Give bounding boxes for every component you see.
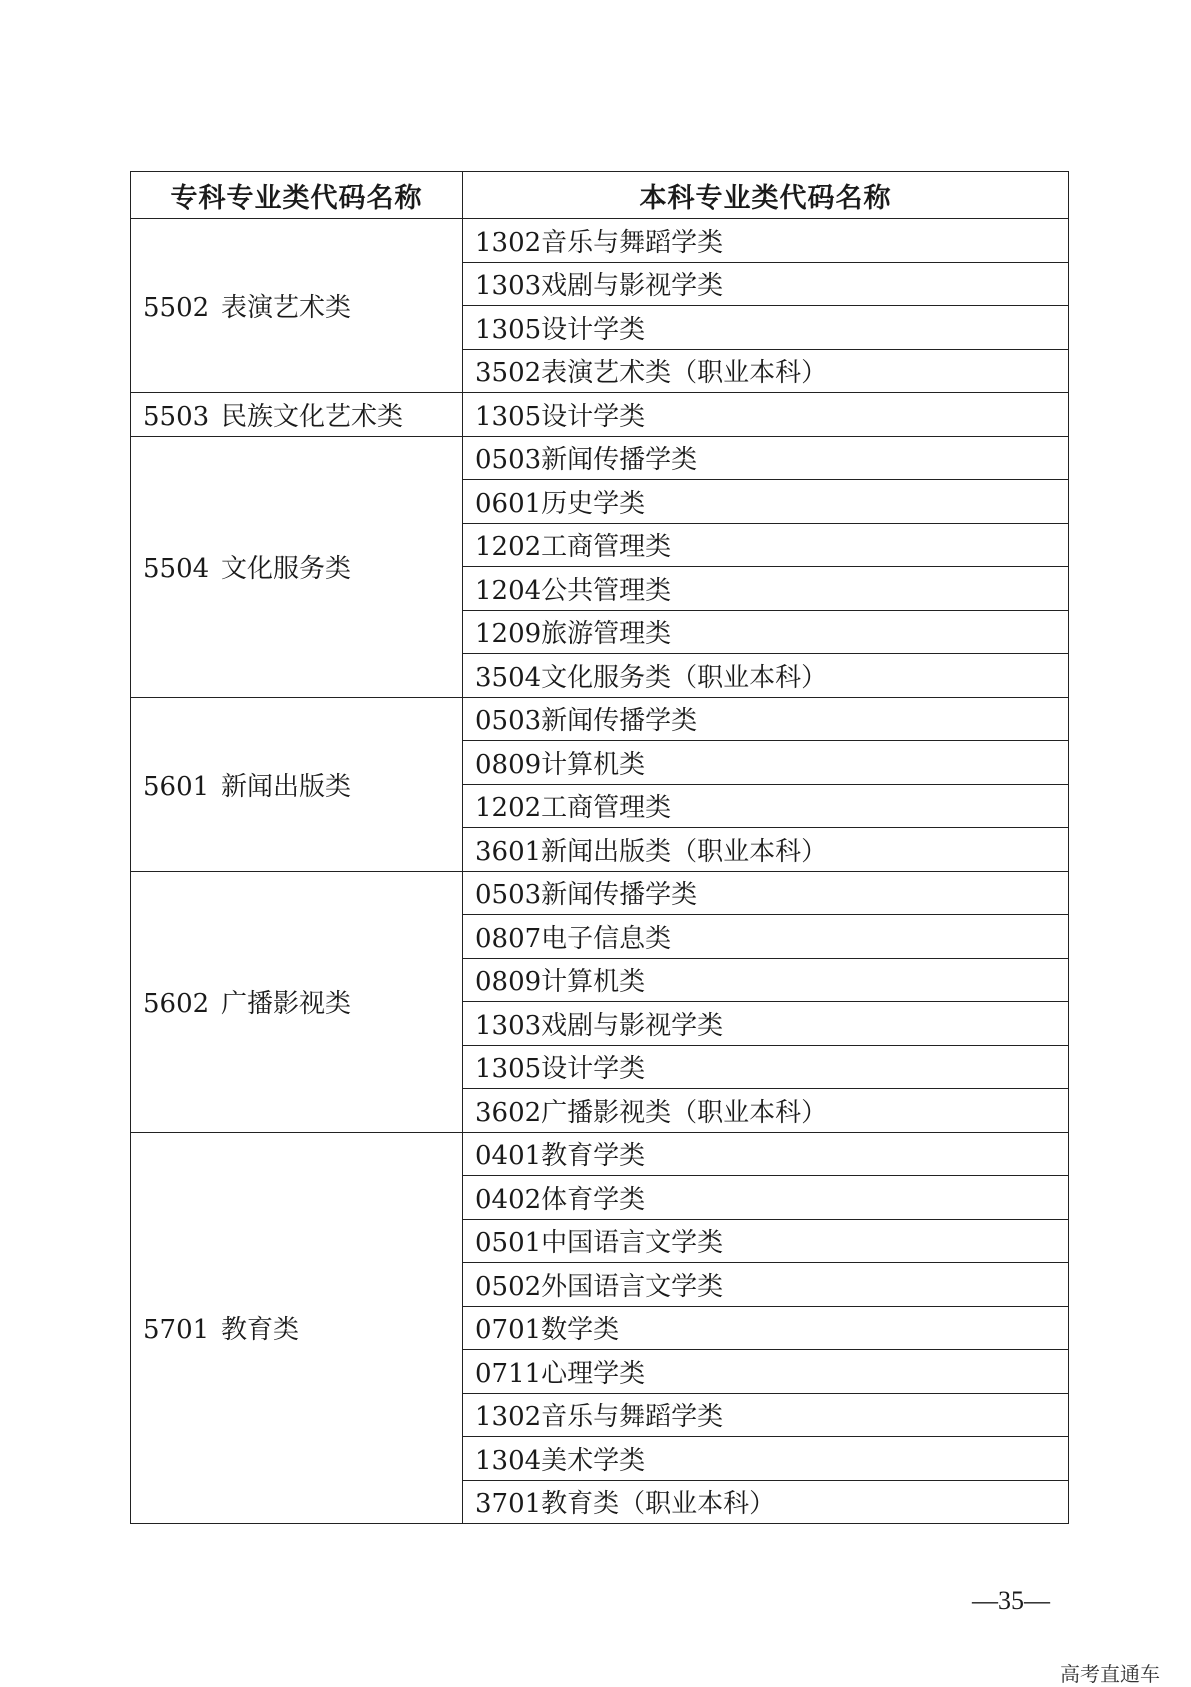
undergraduate-name: 设计学类 — [541, 314, 646, 345]
undergraduate-code: 1304 — [475, 1445, 542, 1476]
undergraduate-code: 0711 — [475, 1358, 542, 1389]
undergraduate-name: 计算机类 — [541, 967, 646, 998]
header-undergraduate: 本科专业类代码名称 — [463, 172, 1069, 219]
undergraduate-code: 3502 — [475, 358, 542, 389]
vocational-category-cell — [131, 393, 463, 437]
undergraduate-category-cell — [463, 784, 1069, 828]
table-row — [131, 436, 1069, 480]
undergraduate-category-cell — [463, 915, 1069, 959]
undergraduate-code: 0807 — [475, 923, 542, 954]
undergraduate-code: 3601 — [475, 836, 542, 867]
undergraduate-code: 1303 — [475, 271, 542, 302]
undergraduate-name: 表演艺术类（职业本科） — [541, 358, 828, 389]
undergraduate-name: 工商管理类 — [541, 532, 672, 563]
undergraduate-name: 心理学类 — [541, 1358, 646, 1389]
undergraduate-category-cell — [463, 1350, 1069, 1394]
undergraduate-code: 1305 — [475, 314, 542, 345]
undergraduate-name: 历史学类 — [541, 488, 646, 519]
undergraduate-code: 1202 — [475, 532, 542, 563]
vocational-name: 文化服务类 — [221, 554, 352, 584]
undergraduate-code: 1305 — [475, 1054, 542, 1085]
undergraduate-name: 新闻传播学类 — [541, 445, 698, 476]
undergraduate-code: 0401 — [475, 1141, 542, 1172]
undergraduate-code: 1209 — [475, 619, 542, 650]
undergraduate-category-cell — [463, 1480, 1069, 1524]
undergraduate-name: 广播影视类（职业本科） — [541, 1097, 828, 1128]
vocational-code: 5701 — [143, 1315, 210, 1346]
undergraduate-category-cell — [463, 393, 1069, 437]
undergraduate-category-cell — [463, 1437, 1069, 1481]
undergraduate-category-cell — [463, 828, 1069, 872]
undergraduate-code: 0601 — [475, 488, 542, 519]
table-row — [131, 1132, 1069, 1176]
undergraduate-code: 1204 — [475, 575, 542, 606]
undergraduate-code: 0502 — [475, 1271, 542, 1302]
undergraduate-code: 3701 — [475, 1489, 542, 1520]
undergraduate-name: 设计学类 — [541, 401, 646, 432]
undergraduate-category-cell — [463, 958, 1069, 1002]
undergraduate-category-cell — [463, 262, 1069, 306]
undergraduate-category-cell — [463, 1176, 1069, 1220]
table-row — [131, 219, 1069, 263]
undergraduate-code: 3504 — [475, 662, 542, 693]
table-row — [131, 393, 1069, 437]
header-vocational: 专科专业类代码名称 — [131, 172, 463, 219]
watermark: 高考直通车 — [1060, 1662, 1160, 1686]
undergraduate-code: 3602 — [475, 1097, 542, 1128]
undergraduate-name: 教育学类 — [541, 1141, 646, 1172]
undergraduate-category-cell — [463, 1045, 1069, 1089]
undergraduate-category-cell — [463, 219, 1069, 263]
undergraduate-category-cell — [463, 741, 1069, 785]
undergraduate-name: 数学类 — [541, 1315, 620, 1346]
undergraduate-name: 中国语言文学类 — [541, 1228, 724, 1259]
table-header-row — [131, 172, 1069, 219]
undergraduate-name: 设计学类 — [541, 1054, 646, 1085]
vocational-category-cell — [131, 871, 463, 1132]
undergraduate-category-cell — [463, 1002, 1069, 1046]
undergraduate-code: 0503 — [475, 445, 542, 476]
undergraduate-code: 0503 — [475, 880, 542, 911]
undergraduate-category-cell — [463, 523, 1069, 567]
undergraduate-code: 0501 — [475, 1228, 542, 1259]
undergraduate-name: 文化服务类（职业本科） — [541, 662, 828, 693]
undergraduate-code: 1303 — [475, 1010, 542, 1041]
vocational-name: 民族文化艺术类 — [221, 401, 404, 432]
vocational-code: 5504 — [143, 554, 210, 584]
undergraduate-name: 音乐与舞蹈学类 — [541, 227, 724, 258]
undergraduate-category-cell — [463, 1306, 1069, 1350]
undergraduate-category-cell — [463, 1089, 1069, 1133]
undergraduate-category-cell — [463, 871, 1069, 915]
undergraduate-category-cell — [463, 480, 1069, 524]
undergraduate-name: 音乐与舞蹈学类 — [541, 1402, 724, 1433]
undergraduate-category-cell — [463, 567, 1069, 611]
undergraduate-name: 戏剧与影视学类 — [541, 1010, 724, 1041]
undergraduate-code: 0809 — [475, 967, 542, 998]
vocational-code: 5503 — [143, 401, 210, 432]
undergraduate-name: 新闻出版类（职业本科） — [541, 836, 828, 867]
undergraduate-name: 新闻传播学类 — [541, 880, 698, 911]
undergraduate-name: 新闻传播学类 — [541, 706, 698, 737]
vocational-category-cell — [131, 219, 463, 393]
undergraduate-name: 公共管理类 — [541, 575, 672, 606]
undergraduate-category-cell — [463, 1263, 1069, 1307]
undergraduate-category-cell — [463, 349, 1069, 393]
undergraduate-code: 0701 — [475, 1315, 542, 1346]
table-row — [131, 697, 1069, 741]
undergraduate-category-cell — [463, 1219, 1069, 1263]
vocational-name: 新闻出版类 — [221, 771, 352, 802]
undergraduate-code: 1302 — [475, 227, 542, 258]
undergraduate-name: 教育类（职业本科） — [541, 1489, 776, 1520]
undergraduate-category-cell — [463, 436, 1069, 480]
undergraduate-name: 戏剧与影视学类 — [541, 271, 724, 302]
undergraduate-category-cell — [463, 610, 1069, 654]
undergraduate-code: 0402 — [475, 1184, 542, 1215]
vocational-code: 5602 — [143, 989, 210, 1019]
undergraduate-name: 美术学类 — [541, 1445, 646, 1476]
vocational-category-cell — [131, 697, 463, 871]
table-body — [131, 219, 1069, 1524]
undergraduate-category-cell — [463, 697, 1069, 741]
undergraduate-name: 旅游管理类 — [541, 619, 672, 650]
undergraduate-code: 0503 — [475, 706, 542, 737]
vocational-name: 表演艺术类 — [221, 293, 352, 323]
undergraduate-name: 体育学类 — [541, 1184, 646, 1215]
undergraduate-code: 1305 — [475, 401, 542, 432]
vocational-code: 5601 — [143, 771, 210, 802]
major-mapping-table — [130, 171, 1069, 1524]
undergraduate-code: 1202 — [475, 793, 542, 824]
undergraduate-name: 电子信息类 — [541, 923, 672, 954]
undergraduate-code: 1302 — [475, 1402, 542, 1433]
page-number: —35— — [972, 1586, 1050, 1615]
undergraduate-category-cell — [463, 654, 1069, 698]
vocational-name: 教育类 — [221, 1315, 300, 1346]
undergraduate-category-cell — [463, 1132, 1069, 1176]
table-row — [131, 871, 1069, 915]
undergraduate-code: 0809 — [475, 749, 542, 780]
undergraduate-category-cell — [463, 306, 1069, 350]
vocational-category-cell — [131, 436, 463, 697]
undergraduate-category-cell — [463, 1393, 1069, 1437]
undergraduate-name: 计算机类 — [541, 749, 646, 780]
vocational-name: 广播影视类 — [221, 989, 352, 1019]
vocational-code: 5502 — [143, 293, 210, 323]
undergraduate-name: 工商管理类 — [541, 793, 672, 824]
undergraduate-name: 外国语言文学类 — [541, 1271, 724, 1302]
vocational-category-cell — [131, 1132, 463, 1524]
